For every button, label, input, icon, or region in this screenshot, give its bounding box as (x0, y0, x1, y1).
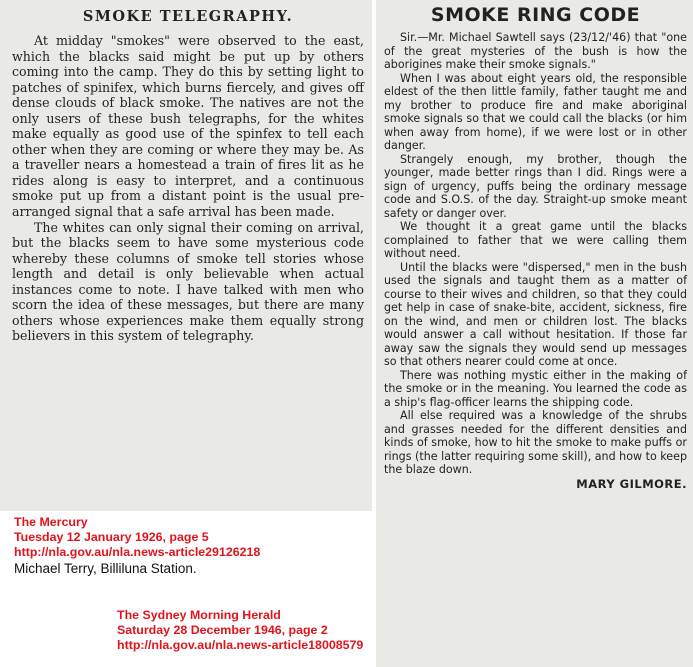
right-paragraph-5: Until the blacks were "dispersed," men in the bush used the signals and taught them as a matter of course to their wives and children, so that they could get help in case of snake-bite, accident, sickness, fire on the wind, and men or children lost. The blacks would answer a call without hesitation. If those far away saw the signals they would send up messages so that others nearer could come at once. (384, 260, 687, 368)
citation-right-paper: The Sydney Morning Herald (117, 608, 281, 622)
smh-clipping (376, 0, 693, 667)
citation-mercury (14, 515, 260, 576)
right-paragraph-4: We thought it a great game until the blacks complained to father that we were calling them without need. (384, 220, 687, 260)
citation-left-date: Tuesday 12 January 1926, page 5 (14, 530, 209, 545)
citation-right-url[interactable]: http://nla.gov.au/nla.news-article18008579 (117, 638, 364, 653)
left-paragraph-1: At midday "smokes" were observed to the east, which the blacks said might be put up by others coming into the camp. They do this by setting light to patches of spinifex, which burns fiercely, and gives off dense clouds of black smoke. The natives are not the only users of these bush telegraphs, for the whites make equally as good use of the spinfex to tell each other when they are coming or where they may be. As a traveller nears a homestead a train of fires lit as he rides along is easy to interpret, and a continuous smoke put up from a distant point is the usual pre-arranged signal that a safe arrival has been made. (12, 33, 364, 220)
citation-right-date: Saturday 28 December 1946, page 2 (117, 623, 328, 638)
left-headline: SMOKE TELEGRAPHY. (82, 8, 294, 25)
citation-left-paper: The Mercury (14, 515, 88, 529)
right-paragraph-3: Strangely enough, my brother, though the younger, made better rings than I did. Rings were a sign of urgency, puffs being the ordinary message code and S.O.S. of the day. Straight-up smoke meant safety or danger over. (384, 152, 687, 220)
right-signature: MARY GILMORE. (576, 476, 687, 491)
right-paragraph-7: All else required was a knowledge of the shrubs and grasses needed for the different densities and kinds of smoke, how to hit the smoke to make puffs or rings (the latter requiring some skill), and how to keep the blaze down. (384, 409, 687, 476)
right-headline: SMOKE RING CODE (430, 4, 641, 26)
citation-left-author: Michael Terry, Billiluna Station. (14, 560, 197, 576)
right-paragraph-6: There was nothing mystic either in the making of the smoke or in the meaning. You learned the code as a ship's flag-officer learns the shipping code. (384, 368, 687, 409)
right-paragraph-1: Sir.—Mr. Michael Sawtell says (23/12/'46) that "one of the great mysteries of the bush is how the aborigines make their smoke signals." (384, 31, 687, 71)
mercury-clipping (0, 0, 372, 511)
citation-smh (117, 608, 363, 654)
right-paragraph-2: When I was about eight years old, the responsible eldest of the then little family, father taught me and my brother to produce fire and make aboriginal smoke signals so that we could call the blacks (or him when away from home), if we were lost or in other danger. (384, 71, 687, 152)
left-paragraph-2: The whites can only signal their coming on arrival, but the blacks seem to have some mysterious code whereby these columns of smoke tell stories whose length and detail is only believable when actual instances come to note. I have talked with men who scorn the idea of these messages, but there are many others whose experiences make them equally strong believers in this system of telegraphy. (12, 219, 364, 344)
citation-left-url[interactable]: http://nla.gov.au/nla.news-article29126218 (14, 545, 261, 560)
